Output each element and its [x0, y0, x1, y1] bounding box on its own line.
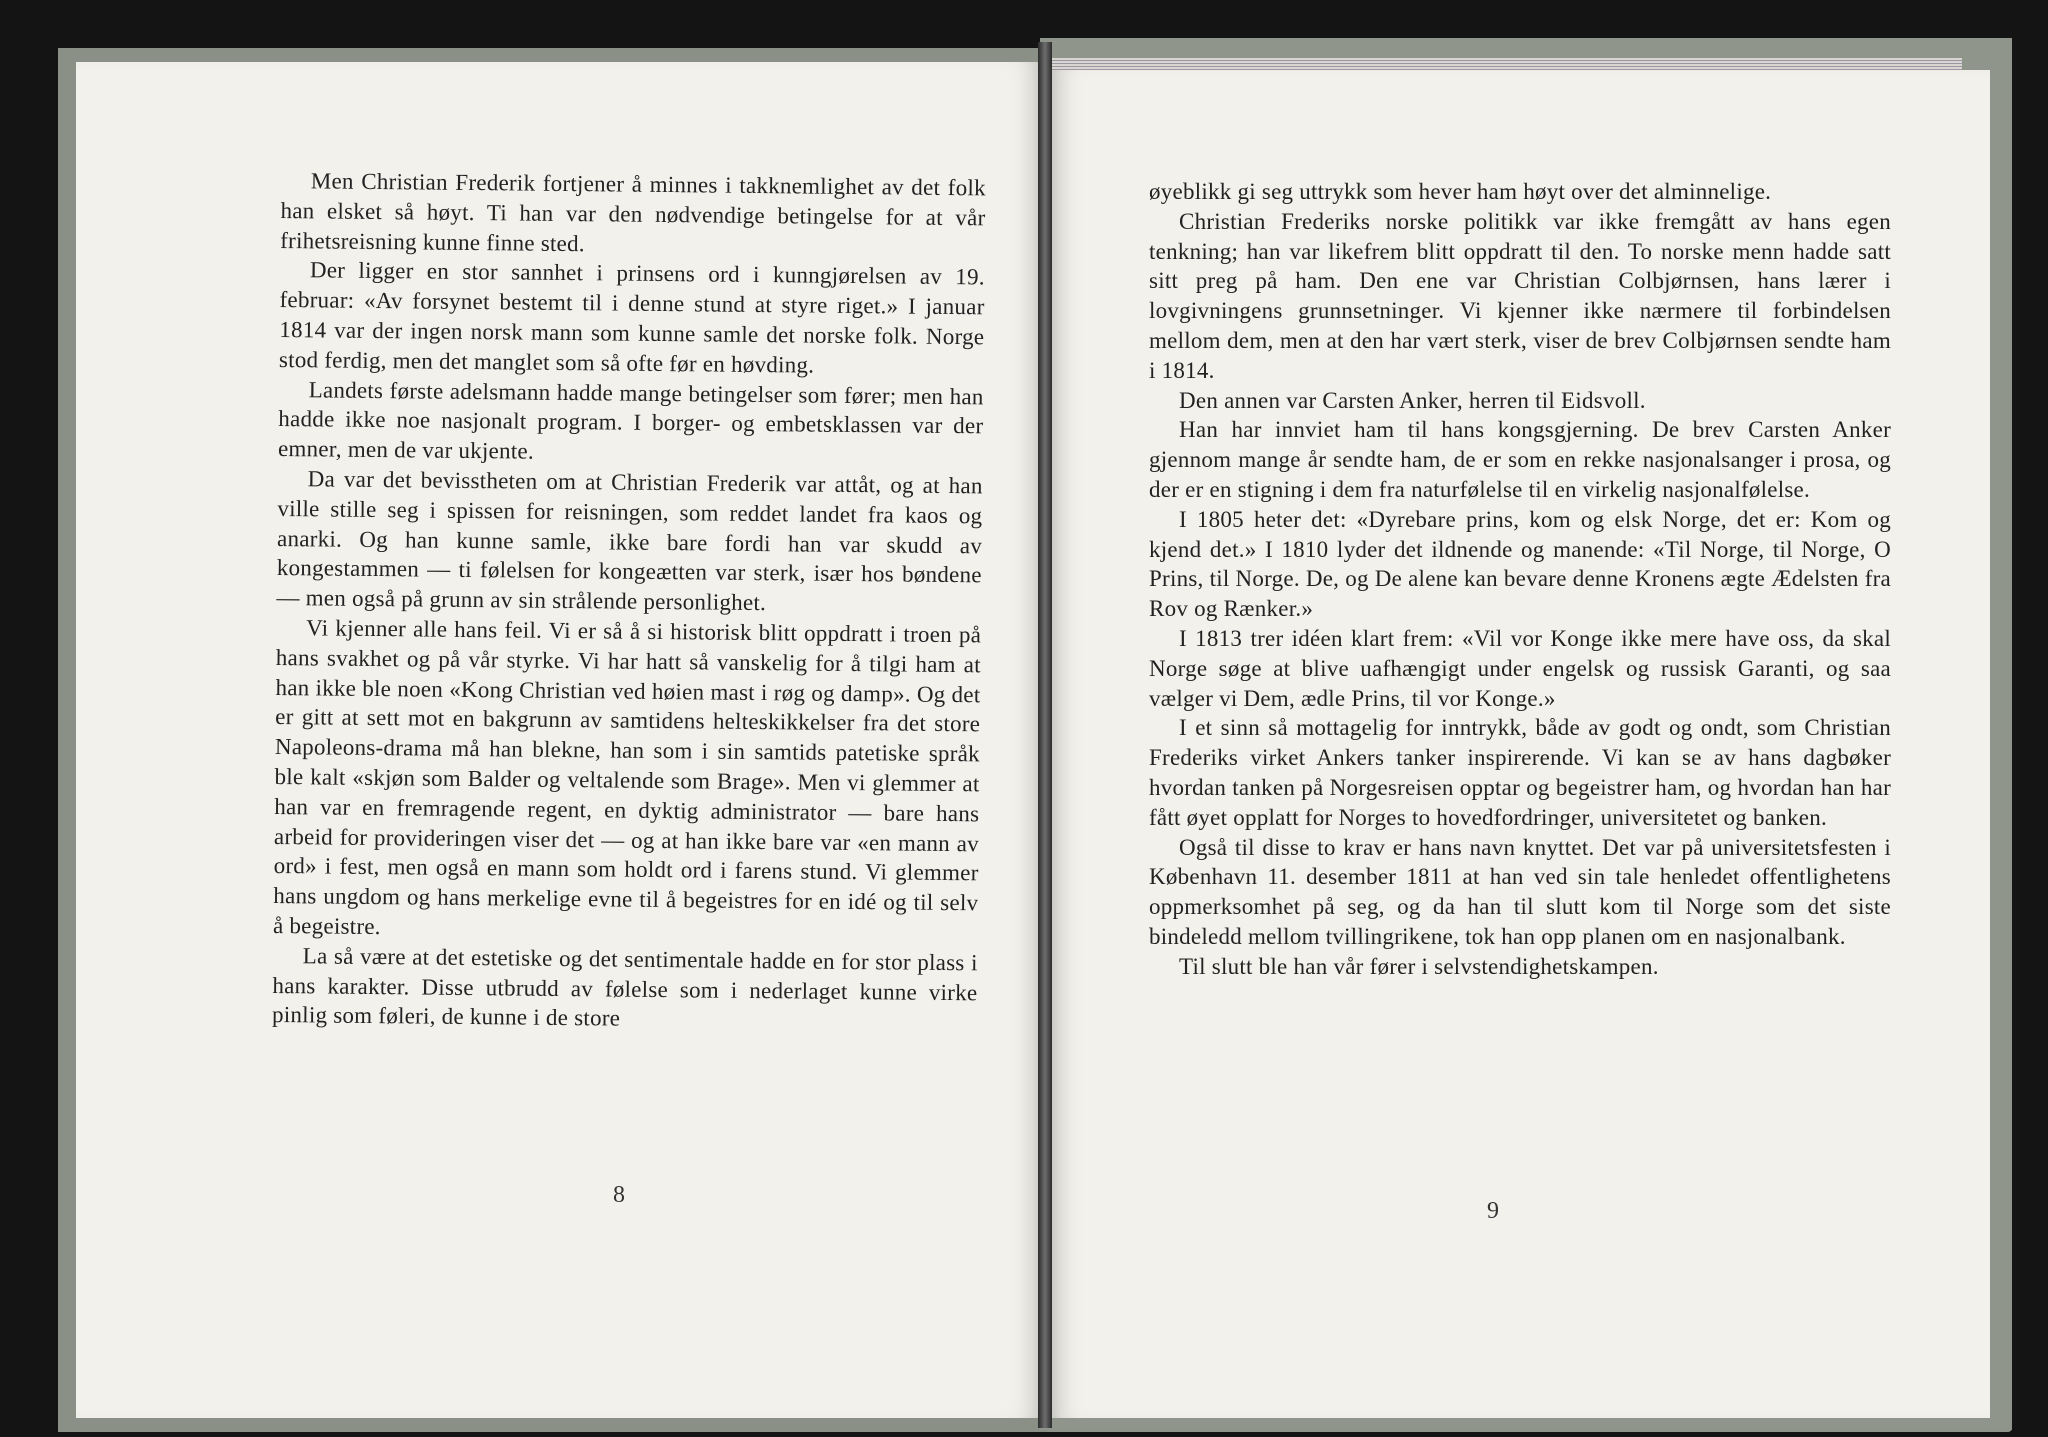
paragraph: Vi kjenner alle hans feil. Vi er så å si historisk blitt oppdratt i troen på hans svakhet og på vår styrke. Vi har hatt så vanskelig for å tilgi ham at han ikke ble noen «Kong Christian ved høien mast i røg og damp». Og det er gitt at sett mot en bakgrunn av samtidens helteskikkelser fra det store Napoleons-drama må han blekne, han som i sin samtids patetiske språk ble kalt «skjøn som Balder og veltalende som Brage». Men vi glemmer at han var en fremragende regent, en dyktig administrator — bare hans arbeid for provideringen viser det — og at han ikke bare var «en mann av ord» i fest, men også en mann som holdt ord i farens stund. Vi glemmer hans ungdom og hans merkelige evne til å begeistres for en idé og til selv å begeistre.: [272, 615, 982, 940]
paragraph: I et sinn så mottagelig for inntrykk, både av godt og ondt, som Christian Frederiks virket Ankers tanker inspirerende. Vi kan se av hans dagbøker hvordan tanken på Norgesreisen opptar og begeistrer ham, og hvordan han har fått øyet opplatt for Norges to hovedfordringer, universitetet og banken.: [1149, 715, 1891, 830]
paragraph: Da var det bevisstheten om at Christian Frederik var attåt, og at han ville stille seg i spissen for reisningen, som reddet landet fra kaos og anarki. Og han kunne samle, ikke bare fordi han var skudd av kongestammen — ti følelsen for kongeætten var sterk, især hos bøndene — men også på grunn av sin strålende personlighet.: [276, 466, 983, 616]
book-gutter: [1038, 42, 1052, 1428]
paragraph: Der ligger en stor sannhet i prinsens ord i kunngjørelsen av 19. februar: «Av forsynet bestemt til i denne stund at styre riget.» I januar 1814 var der ingen norsk mann som kunne samle det norske folk. Norge stod ferdig, men det manglet som så ofte før en høvding.: [278, 257, 986, 378]
left-page: [76, 62, 1046, 1418]
paragraph: øyeblikk gi seg uttrykk som hever ham høyt over det alminnelige.: [1149, 179, 1772, 204]
page-number: 9: [1487, 1198, 1499, 1224]
left-page-text: [272, 166, 986, 1037]
paragraph: Men Christian Frederik fortjener å minnes i takknemlighet av det folk han elsket så høyt. Ti han var den nødvendige betingelse for at vår frihetsreisning kunne finne sted.: [280, 168, 986, 256]
paragraph: I 1805 heter det: «Dyrebare prins, kom og elsk Norge, det er: Kom og kjend det.» I 1810 lyder det ildnende og manende: «Til Norge, til Norge, O Prins, til Norge. De, og De alene kan bevare denne Kronens ægte Ædelsten fra Rov og Rænker.»: [1149, 506, 1891, 622]
page-number: 8: [613, 1182, 625, 1208]
paragraph: Den annen var Carsten Anker, herren til Eidsvoll.: [1179, 387, 1646, 413]
paragraph: Også til disse to krav er hans navn knyttet. Det var på universitetsfesten i København 11. desember 1811 at han ved sin tale henledet offentlighetens oppmerksomhet på seg, og da han til slutt kom til Norge som det siste bindeledd mellom tvillingrikene, tok han opp planen om en nasjonalbank.: [1149, 834, 1891, 949]
paragraph: Han har innviet ham til hans kongsgjerning. De brev Carsten Anker gjennom mange år sendte ham, de er som en rekke nasjonalsanger i prosa, og der er en stigning i dem fra naturfølelse til en virkelig nasjonalfølelse.: [1149, 417, 1891, 502]
right-page-text: [1149, 177, 1891, 982]
right-page: [1048, 70, 1990, 1418]
paragraph: I 1813 trer idéen klart frem: «Vil vor Konge ikke mere have oss, da skal Norge søge at blive uafhængigt under engelsk og russisk Garanti, og saa vælger vi Dem, ædle Prins, til vor Konge.»: [1149, 625, 1891, 711]
paragraph: Til slutt ble han vår fører i selvstendighetskampen.: [1179, 953, 1659, 979]
paragraph: Christian Frederiks norske politikk var ikke fremgått av hans egen tenkning; han var likefrem blitt oppdratt til den. To norske menn hadde satt sitt preg på ham. Den ene var Christian Colbjørnsen, hans lærer i lovgivningens grunnsetninger. Vi kjenner ikke nærmere til forbindelsen mellom dem, men at den har vært sterk, viser de brev Colbjørnsen sendte ham i 1814.: [1149, 208, 1891, 383]
paragraph: La så være at det estetiske og det sentimentale hadde en for stor plass i hans karakter. Disse utbrudd av følelse som i nederlaget kunne virke pinlig som føleri, de kunne i de store: [271, 942, 978, 1031]
paragraph: Landets første adelsmann hadde mange betingelser som fører; men han hadde ikke noe nasjonalt program. I borger- og embetsklassen var der emner, men de var ukjente.: [277, 376, 984, 464]
